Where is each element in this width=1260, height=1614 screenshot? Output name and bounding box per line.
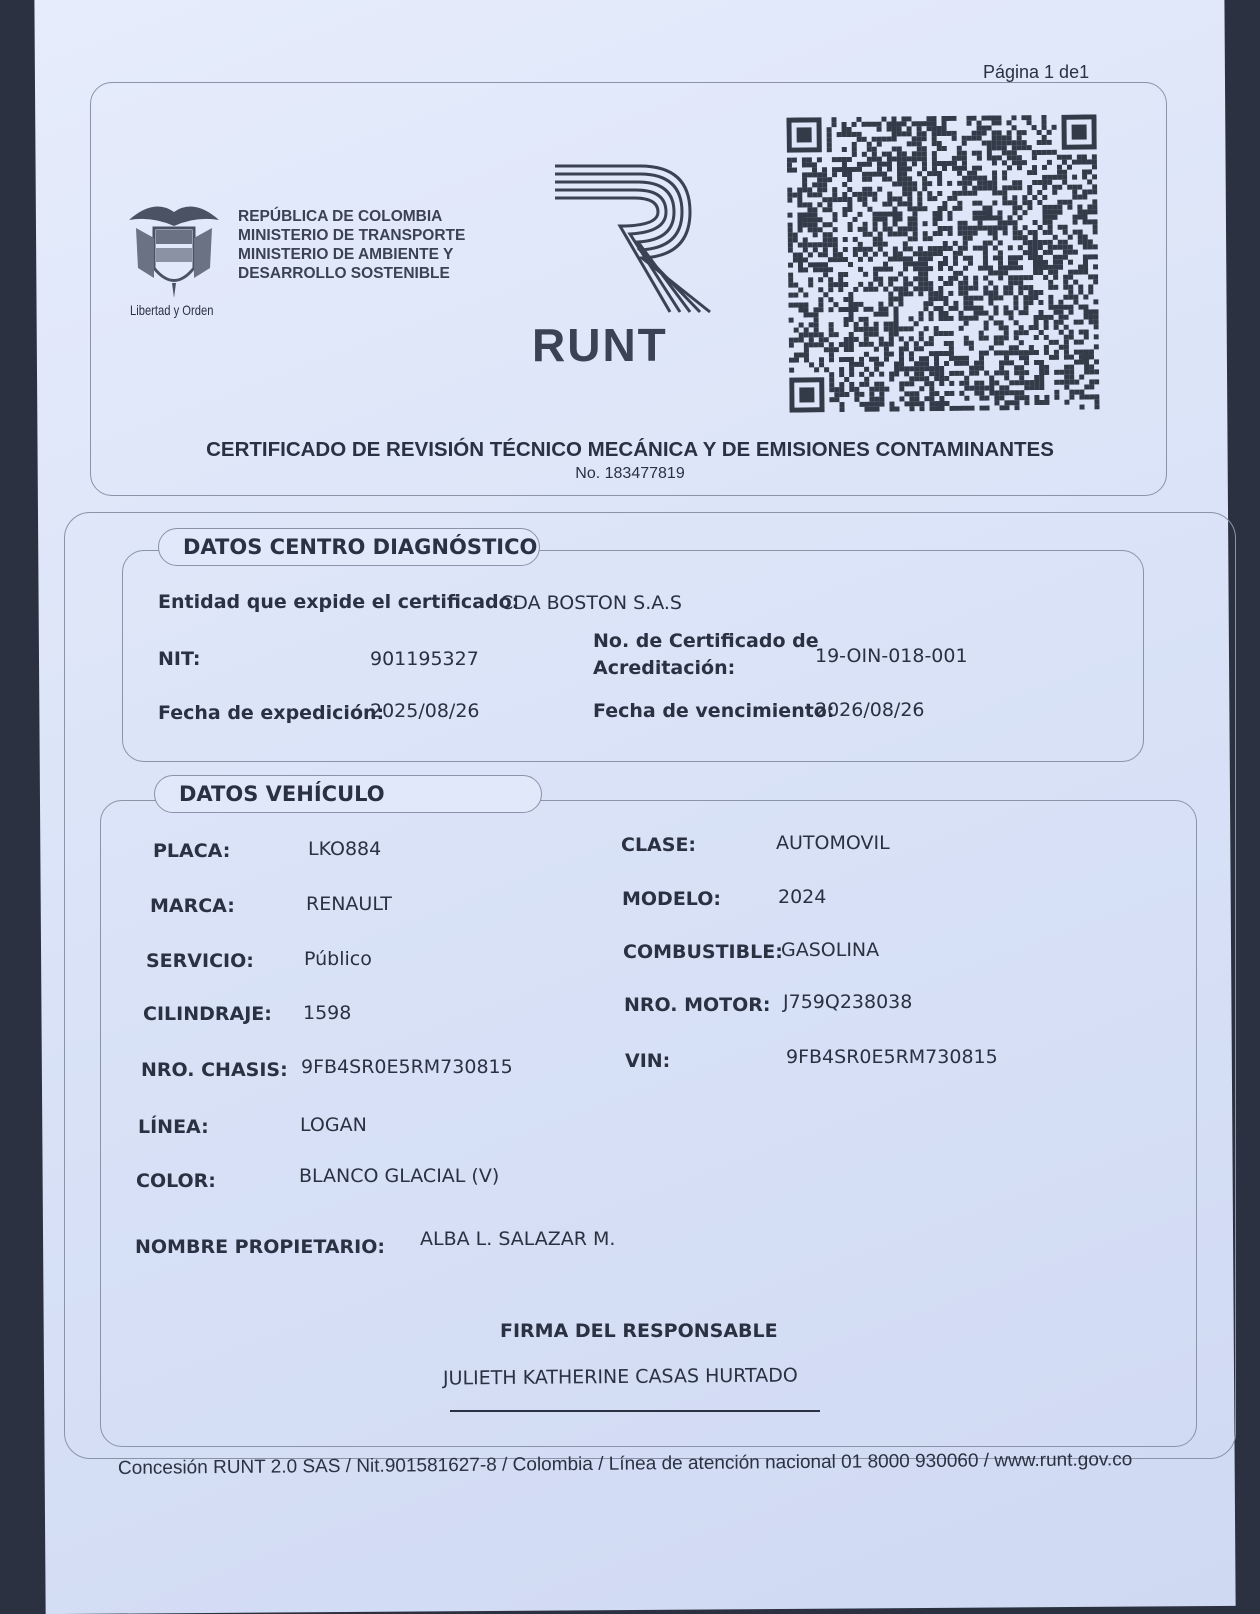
propietario-label: NOMBRE PROPIETARIO: [135, 1236, 385, 1258]
gov-line: MINISTERIO DE TRANSPORTE [238, 227, 466, 244]
color-label: COLOR: [136, 1170, 216, 1192]
marca-label: MARCA: [150, 895, 235, 917]
firma-label: FIRMA DEL RESPONSABLE [500, 1320, 778, 1342]
placa-label: PLACA: [153, 840, 231, 862]
gov-line: DESARROLLO SOSTENIBLE [238, 265, 450, 282]
acreditacion-value: 19-OIN-018-001 [815, 645, 968, 667]
combustible-label: COMBUSTIBLE: [623, 941, 783, 963]
gov-line: MINISTERIO DE AMBIENTE Y [238, 246, 454, 263]
acreditacion-label-1: No. de Certificado de [593, 630, 819, 652]
signature-line [450, 1410, 820, 1412]
cilindraje-label: CILINDRAJE: [143, 1003, 272, 1025]
servicio-label: SERVICIO: [146, 950, 254, 972]
marca-value: RENAULT [306, 893, 392, 915]
motor-value: J759Q238038 [783, 991, 913, 1013]
vehiculo-section-title: DATOS VEHÍCULO [154, 775, 542, 813]
entidad-value: CDA BOSTON S.A.S [500, 592, 682, 614]
certificate-title: CERTIFICADO DE REVISIÓN TÉCNICO MECÁNICA Y DE EMISIONES CONTAMINANTES [206, 438, 1054, 461]
runt-logo-text: RUNT [532, 319, 668, 371]
vencimiento-label: Fecha de vencimiento: [593, 700, 835, 722]
acreditacion-label-2: Acreditación: [593, 657, 736, 679]
centro-section [122, 550, 1144, 762]
footer-text: Concesión RUNT 2.0 SAS / Nit.901581627-8 / Colombia / Línea de atención nacional 01 8000 930060 / www.runt.gov.co [117, 1449, 1133, 1479]
motto-text: Libertad y Orden [130, 302, 214, 318]
combustible-value: GASOLINA [781, 939, 880, 961]
nit-value: 901195327 [370, 648, 479, 670]
gov-line: REPÚBLICA DE COLOMBIA [238, 208, 443, 225]
color-value: BLANCO GLACIAL (V) [299, 1165, 500, 1187]
linea-value: LOGAN [300, 1114, 367, 1136]
expedicion-label: Fecha de expedición: [158, 702, 385, 724]
expedicion-value: 2025/08/26 [370, 700, 480, 722]
coat-of-arms-icon [124, 198, 224, 300]
qr-code [786, 114, 1099, 412]
cilindraje-value: 1598 [303, 1002, 352, 1024]
vin-label: VIN: [625, 1050, 671, 1072]
clase-value: AUTOMOVIL [776, 832, 890, 854]
runt-logo-icon [550, 160, 720, 320]
centro-section-title: DATOS CENTRO DIAGNÓSTICO [158, 528, 540, 566]
motor-label: NRO. MOTOR: [624, 994, 771, 1016]
vencimiento-value: 2026/08/26 [815, 699, 925, 721]
government-heading [238, 207, 465, 283]
clase-label: CLASE: [621, 834, 697, 856]
nit-label: NIT: [158, 648, 201, 670]
vin-value: 9FB4SR0E5RM730815 [786, 1046, 998, 1068]
modelo-value: 2024 [778, 886, 827, 908]
chasis-label: NRO. CHASIS: [141, 1059, 288, 1081]
modelo-label: MODELO: [622, 888, 721, 910]
placa-value: LKO884 [308, 838, 382, 860]
page-indicator: Página 1 de1 [983, 62, 1090, 82]
linea-label: LÍNEA: [138, 1116, 209, 1138]
entidad-label: Entidad que expide el certificado: [158, 591, 520, 613]
propietario-value: ALBA L. SALAZAR M. [420, 1228, 616, 1250]
servicio-value: Público [304, 948, 372, 970]
certificate-number: No. 183477819 [575, 465, 685, 482]
firma-name: JULIETH KATHERINE CASAS HURTADO [442, 1364, 798, 1390]
chasis-value: 9FB4SR0E5RM730815 [301, 1056, 513, 1078]
